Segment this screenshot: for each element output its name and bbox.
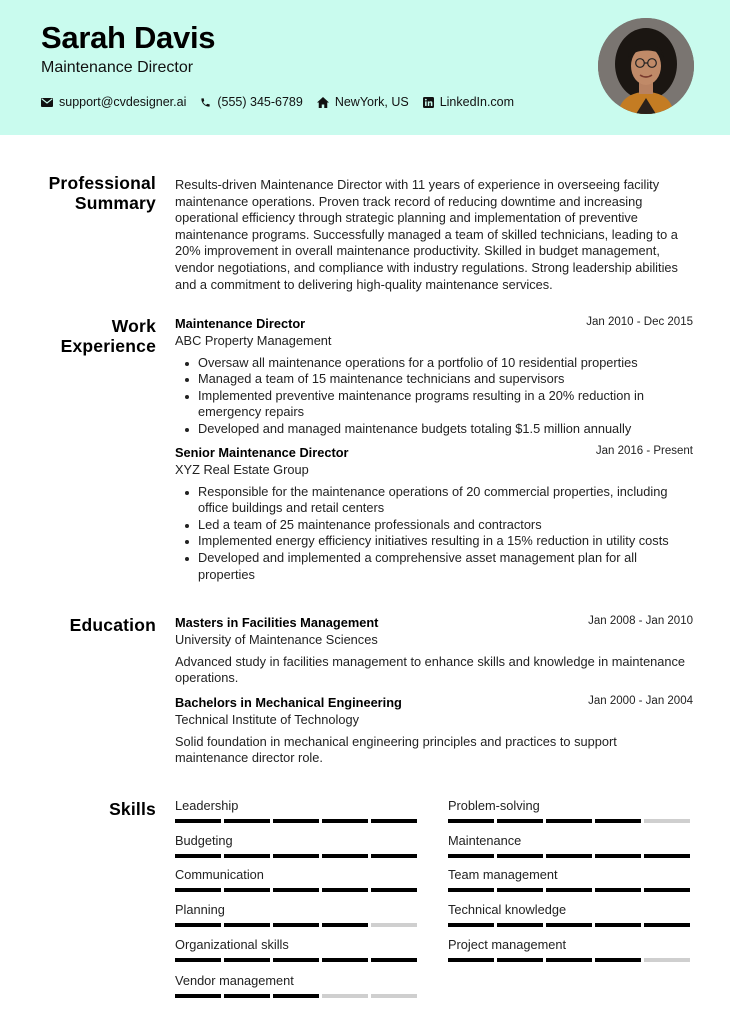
skill-item xyxy=(175,867,420,892)
skill-bar-filled xyxy=(448,854,494,858)
skill-level-bars xyxy=(175,854,420,858)
summary-heading-line1: Professional xyxy=(48,173,156,193)
skill-bar-empty xyxy=(371,923,417,927)
skill-bar-filled xyxy=(175,958,221,962)
linkedin-icon xyxy=(423,97,434,108)
skill-item xyxy=(175,833,420,858)
job-company: ABC Property Management xyxy=(175,333,332,348)
skill-name: Organizational skills xyxy=(175,937,289,952)
job-entry xyxy=(175,316,693,438)
skill-bar-filled xyxy=(273,923,319,927)
profile-photo-illustration xyxy=(598,18,694,114)
skill-bar-filled xyxy=(644,923,690,927)
skill-item xyxy=(448,937,693,962)
job-bullets xyxy=(175,355,693,438)
skill-bar-filled xyxy=(273,958,319,962)
skill-name: Vendor management xyxy=(175,973,294,988)
job-bullet: Responsible for the maintenance operations of 20 commercial properties, including office buildings and retail centers xyxy=(175,484,693,517)
skill-bar-filled xyxy=(273,994,319,998)
degree-title: Masters in Facilities Management xyxy=(175,615,379,630)
skill-bar-filled xyxy=(175,994,221,998)
skill-bar-filled xyxy=(371,854,417,858)
job-bullet: Managed a team of 15 maintenance technicians and supervisors xyxy=(175,371,693,388)
skill-level-bars xyxy=(448,888,693,892)
envelope-icon xyxy=(41,98,53,107)
school-name: University of Maintenance Sciences xyxy=(175,632,378,647)
skill-item xyxy=(175,937,420,962)
skill-bar-filled xyxy=(224,994,270,998)
job-bullets xyxy=(175,484,693,584)
skill-item xyxy=(448,867,693,892)
skill-bar-filled xyxy=(644,854,690,858)
skill-bar-filled xyxy=(273,888,319,892)
skill-bar-filled xyxy=(595,923,641,927)
skill-bar-filled xyxy=(497,854,543,858)
contact-location xyxy=(317,95,409,109)
skill-bar-filled xyxy=(371,958,417,962)
experience-heading-line1: Work xyxy=(111,316,156,336)
skill-level-bars xyxy=(448,819,693,823)
education-entry xyxy=(175,695,693,767)
skill-name: Communication xyxy=(175,867,264,882)
summary-text: Results-driven Maintenance Director with 11 years of experience in overseeing facility maintenance operations. Proven track record of reducing downtime and increasing operational efficiency through strategic planning and implementation of preventive maintenance programs. Successfully managed a team of skilled technicians, leading to a 20% improvement in overall maintenance productivity. Skilled in budget management, vendor negotiations, and compliance with industry regulations. Strong leadership abilities and a commitment to delivering high-quality maintenance services. xyxy=(175,177,678,292)
skill-bar-filled xyxy=(497,888,543,892)
skill-level-bars xyxy=(448,958,693,962)
job-bullet: Implemented energy efficiency initiatives resulting in a 15% reduction in utility costs xyxy=(175,533,693,550)
skill-level-bars xyxy=(448,923,693,927)
skill-bar-filled xyxy=(546,819,592,823)
skill-name: Problem-solving xyxy=(448,798,540,813)
summary-heading-line2: Summary xyxy=(74,193,156,213)
skill-bar-filled xyxy=(224,854,270,858)
experience-heading-line2: Experience xyxy=(60,336,156,356)
skill-bar-filled xyxy=(175,854,221,858)
candidate-name: Sarah Davis xyxy=(41,20,216,55)
skill-level-bars xyxy=(175,819,420,823)
skill-bar-filled xyxy=(322,854,368,858)
skill-bar-filled xyxy=(322,923,368,927)
degree-dates: Jan 2008 - Jan 2010 xyxy=(588,615,693,627)
skill-item xyxy=(448,798,693,823)
skill-bar-filled xyxy=(497,923,543,927)
skill-bar-filled xyxy=(273,819,319,823)
skill-bar-filled xyxy=(497,819,543,823)
skill-name: Planning xyxy=(175,902,225,917)
skill-bar-filled xyxy=(595,854,641,858)
skill-bar-filled xyxy=(322,958,368,962)
skill-item xyxy=(175,902,420,927)
contact-linkedin[interactable] xyxy=(423,95,514,109)
job-title: Maintenance Director xyxy=(175,316,306,331)
skill-bar-filled xyxy=(322,819,368,823)
skill-bar-filled xyxy=(595,888,641,892)
summary-heading xyxy=(49,173,156,213)
skill-bar-empty xyxy=(644,958,690,962)
job-bullet: Led a team of 25 maintenance professionals and contractors xyxy=(175,517,693,534)
skill-bar-filled xyxy=(595,958,641,962)
education-entry xyxy=(175,615,693,687)
home-icon xyxy=(317,97,329,108)
skill-bar-filled xyxy=(448,888,494,892)
skill-level-bars xyxy=(448,854,693,858)
skill-bar-filled xyxy=(175,923,221,927)
skill-bar-empty xyxy=(644,819,690,823)
job-bullet: Implemented preventive maintenance programs resulting in a 20% reduction in emergency repairs xyxy=(175,388,693,421)
contact-email-text: support@cvdesigner.ai xyxy=(59,95,187,109)
skill-level-bars xyxy=(175,958,420,962)
job-dates: Jan 2016 - Present xyxy=(595,445,693,457)
contact-phone[interactable] xyxy=(200,95,302,109)
skill-bar-filled xyxy=(224,958,270,962)
skill-name: Budgeting xyxy=(175,833,233,848)
contact-bar xyxy=(41,95,528,109)
resume-header xyxy=(0,0,730,135)
skill-bar-filled xyxy=(175,819,221,823)
skill-bar-filled xyxy=(595,819,641,823)
skill-bar-filled xyxy=(448,923,494,927)
experience-heading xyxy=(61,316,156,356)
contact-email[interactable] xyxy=(41,95,186,109)
skill-bar-filled xyxy=(546,854,592,858)
skill-bar-filled xyxy=(224,819,270,823)
job-dates: Jan 2010 - Dec 2015 xyxy=(586,316,693,328)
job-company: XYZ Real Estate Group xyxy=(175,462,309,477)
skill-name: Technical knowledge xyxy=(448,902,567,917)
job-entry xyxy=(175,445,693,583)
skill-bar-filled xyxy=(546,923,592,927)
skill-bar-filled xyxy=(322,888,368,892)
skill-level-bars xyxy=(175,888,420,892)
skill-bar-filled xyxy=(224,888,270,892)
phone-icon xyxy=(200,97,211,108)
skill-bar-filled xyxy=(448,819,494,823)
degree-description: Solid foundation in mechanical engineering principles and practices to support maintenance director role. xyxy=(175,733,617,766)
skill-bar-filled xyxy=(224,923,270,927)
skill-bar-filled xyxy=(497,958,543,962)
skill-bar-filled xyxy=(371,819,417,823)
job-bullet: Oversaw all maintenance operations for a portfolio of 10 residential properties xyxy=(175,355,693,372)
skill-level-bars xyxy=(175,994,420,998)
skill-name: Team management xyxy=(448,867,558,882)
skill-bar-empty xyxy=(371,994,417,998)
school-name: Technical Institute of Technology xyxy=(175,712,360,727)
education-heading: Education xyxy=(69,615,156,635)
skill-bar-filled xyxy=(644,888,690,892)
profile-photo xyxy=(598,18,694,114)
skill-name: Maintenance xyxy=(448,833,522,848)
contact-linkedin-text: LinkedIn.com xyxy=(439,95,515,109)
skill-bar-filled xyxy=(273,854,319,858)
skill-bar-filled xyxy=(546,958,592,962)
skill-name: Leadership xyxy=(175,798,239,813)
skills-heading: Skills xyxy=(109,799,156,819)
skill-bar-filled xyxy=(175,888,221,892)
degree-title: Bachelors in Mechanical Engineering xyxy=(175,695,402,710)
skill-item xyxy=(448,833,693,858)
skill-item xyxy=(448,902,693,927)
job-title: Senior Maintenance Director xyxy=(175,445,349,460)
skill-bar-filled xyxy=(546,888,592,892)
skill-name: Project management xyxy=(448,937,567,952)
degree-description: Advanced study in facilities management to enhance skills and knowledge in maintenance operations. xyxy=(175,653,686,686)
contact-location-text: NewYork, US xyxy=(334,95,409,109)
skill-item xyxy=(175,973,420,998)
skill-level-bars xyxy=(175,923,420,927)
contact-phone-text: (555) 345-6789 xyxy=(217,95,303,109)
candidate-title: Maintenance Director xyxy=(41,59,194,76)
skill-item xyxy=(175,798,420,823)
skill-bar-filled xyxy=(371,888,417,892)
job-bullet: Developed and implemented a comprehensive asset management plan for all properties xyxy=(175,550,693,583)
skill-bar-empty xyxy=(322,994,368,998)
degree-dates: Jan 2000 - Jan 2004 xyxy=(588,695,693,707)
skill-bar-filled xyxy=(448,958,494,962)
job-bullet: Developed and managed maintenance budgets totaling $1.5 million annually xyxy=(175,421,693,438)
